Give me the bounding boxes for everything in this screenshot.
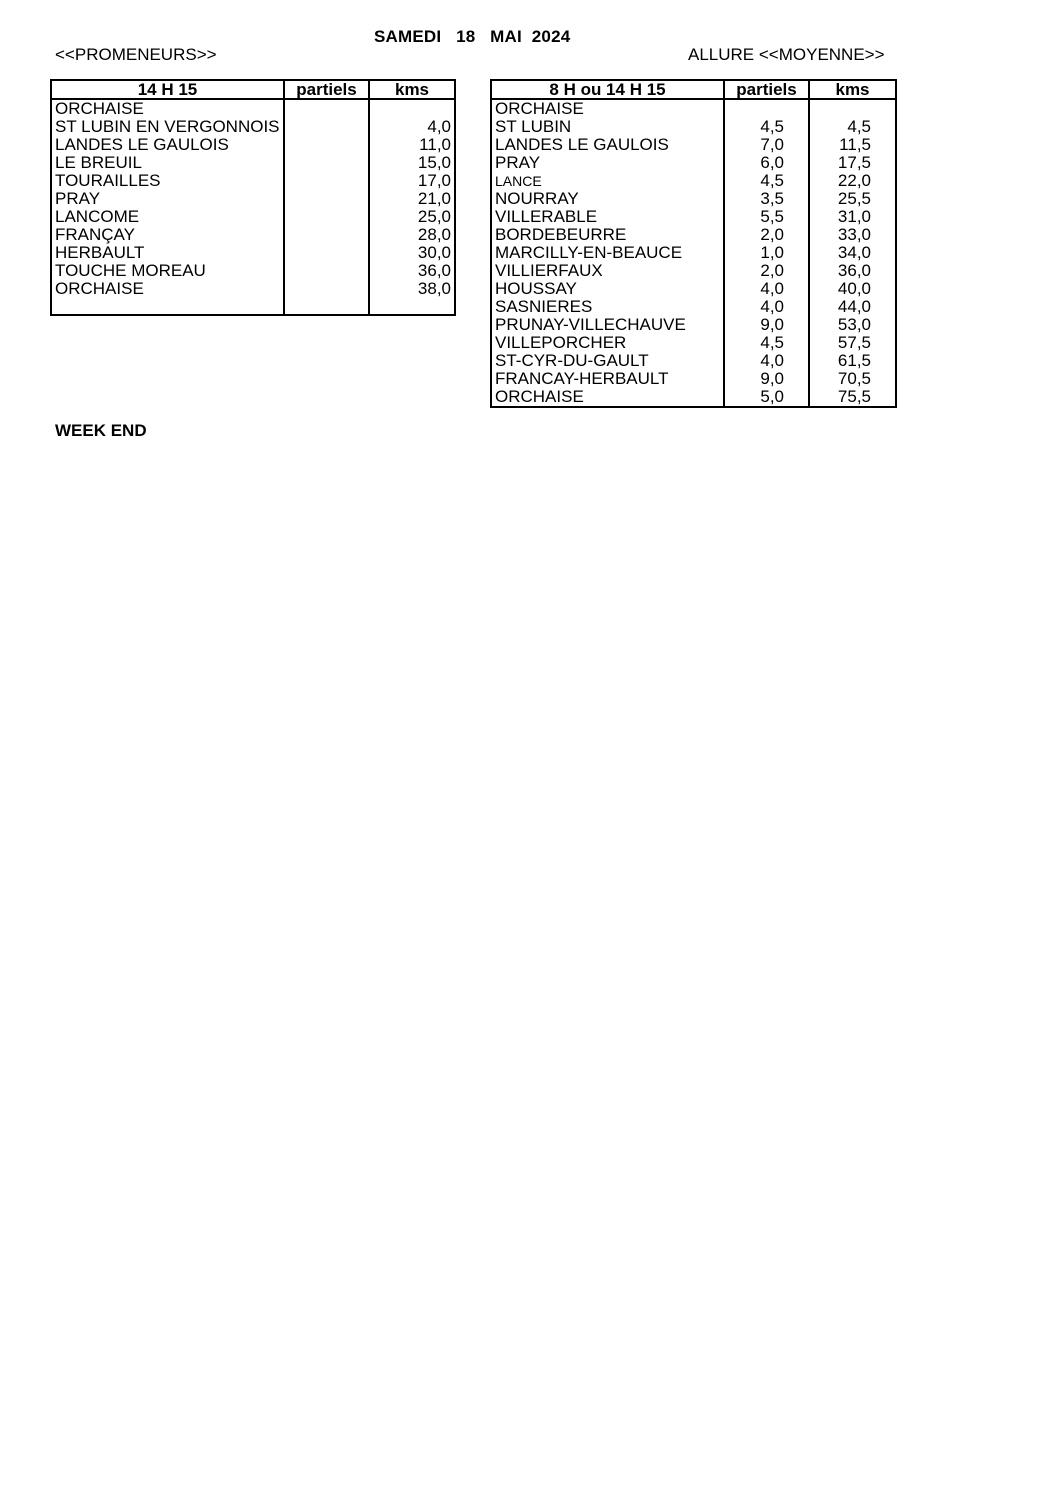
empty-cell	[284, 298, 369, 315]
place-cell: ST LUBIN EN VERGONNOIS	[55, 117, 280, 136]
kms-cell: 17,5	[809, 154, 896, 172]
kms-cell: 4,5	[809, 118, 896, 136]
page-title: SAMEDI 18 MAI 2024	[374, 27, 571, 46]
kms-cell: 36,0	[369, 262, 455, 280]
kms-cell: 44,0	[809, 298, 896, 316]
kms-cell: 40,0	[809, 280, 896, 298]
week-end-label: WEEK END	[55, 421, 147, 440]
table-row	[491, 99, 896, 118]
table-row	[491, 262, 896, 280]
header-kms: kms	[369, 80, 455, 99]
place-cell: HERBAULT	[55, 243, 145, 262]
place-cell: LANCE	[495, 173, 542, 189]
kms-cell: 36,0	[809, 262, 896, 280]
place-cell: LANDES LE GAULOIS	[495, 135, 669, 154]
kms-cell: 31,0	[809, 208, 896, 226]
table-row	[51, 99, 455, 118]
table-row	[51, 280, 455, 298]
kms-cell	[369, 99, 455, 118]
table-header-row	[51, 80, 455, 99]
partiel-cell	[284, 262, 369, 280]
kms-cell: 53,0	[809, 316, 896, 334]
kms-cell: 61,5	[809, 352, 896, 370]
partiel-cell: 1,0	[724, 244, 809, 262]
kms-cell: 75,5	[809, 388, 896, 407]
partiel-cell: 5,5	[724, 208, 809, 226]
table-row	[491, 190, 896, 208]
kms-cell: 70,5	[809, 370, 896, 388]
place-cell: MARCILLY-EN-BEAUCE	[495, 243, 683, 262]
table-row	[491, 172, 896, 190]
table-row	[51, 154, 455, 172]
partiel-cell: 4,0	[724, 280, 809, 298]
table-row	[491, 136, 896, 154]
table-row	[51, 244, 455, 262]
kms-cell: 25,0	[369, 208, 455, 226]
table-row	[51, 190, 455, 208]
table-row	[491, 208, 896, 226]
place-cell: TOURAILLES	[55, 171, 161, 190]
place-cell: FRANÇAY	[55, 225, 135, 244]
partiel-cell	[284, 226, 369, 244]
partiel-cell	[284, 118, 369, 136]
partiel-cell: 9,0	[724, 370, 809, 388]
partiel-cell	[284, 208, 369, 226]
table-row	[51, 208, 455, 226]
kms-cell: 33,0	[809, 226, 896, 244]
table-header-row	[491, 80, 896, 99]
partiel-cell	[284, 172, 369, 190]
kms-cell: 57,5	[809, 334, 896, 352]
table-row	[51, 226, 455, 244]
kms-cell: 17,0	[369, 172, 455, 190]
table-row	[51, 172, 455, 190]
header-departure-time: 8 H ou 14 H 15	[491, 80, 724, 99]
partiel-cell: 4,0	[724, 298, 809, 316]
table-row	[491, 388, 896, 407]
partiel-cell: 9,0	[724, 316, 809, 334]
partiel-cell: 6,0	[724, 154, 809, 172]
kms-cell: 15,0	[369, 154, 455, 172]
place-cell: VILLEPORCHER	[495, 333, 627, 352]
table-row	[491, 370, 896, 388]
kms-cell: 34,0	[809, 244, 896, 262]
partiel-cell: 4,5	[724, 334, 809, 352]
empty-cell	[51, 298, 284, 315]
place-cell: LANCOME	[55, 207, 140, 226]
header-kms: kms	[809, 80, 896, 99]
partiel-cell	[284, 190, 369, 208]
place-cell: HOUSSAY	[495, 279, 577, 298]
promeneurs-route-table	[50, 79, 456, 316]
kms-cell: 25,5	[809, 190, 896, 208]
place-cell: SASNIERES	[495, 297, 593, 316]
table-row	[51, 262, 455, 280]
place-cell: ORCHAISE	[495, 387, 584, 406]
table-row	[491, 118, 896, 136]
partiel-cell: 5,0	[724, 388, 809, 407]
place-cell: VILLERABLE	[495, 207, 598, 226]
place-cell: ORCHAISE	[55, 99, 144, 118]
place-cell: LANDES LE GAULOIS	[55, 135, 229, 154]
place-cell: VILLIERFAUX	[495, 261, 603, 280]
table-filler-row	[51, 298, 455, 315]
kms-cell	[809, 99, 896, 118]
kms-cell: 28,0	[369, 226, 455, 244]
empty-cell	[369, 298, 455, 315]
place-cell: PRUNAY-VILLECHAUVE	[495, 315, 686, 334]
kms-cell: 30,0	[369, 244, 455, 262]
group-label-allure-moyenne: ALLURE <<MOYENNE>>	[688, 45, 885, 64]
table-row	[491, 352, 896, 370]
partiel-cell	[284, 99, 369, 118]
table-row	[491, 226, 896, 244]
place-cell: TOUCHE MOREAU	[55, 261, 206, 280]
place-cell: ST-CYR-DU-GAULT	[495, 351, 649, 370]
place-cell: PRAY	[495, 153, 541, 172]
table-row	[491, 154, 896, 172]
header-departure-time: 14 H 15	[51, 80, 284, 99]
kms-cell: 4,0	[369, 118, 455, 136]
partiel-cell	[284, 154, 369, 172]
place-cell: ORCHAISE	[55, 279, 144, 298]
table-row	[51, 136, 455, 154]
place-cell: NOURRAY	[495, 189, 579, 208]
place-cell: LE BREUIL	[55, 153, 142, 172]
partiel-cell: 4,5	[724, 118, 809, 136]
place-cell: FRANCAY-HERBAULT	[495, 369, 669, 388]
partiel-cell: 4,5	[724, 172, 809, 190]
table-row	[491, 298, 896, 316]
table-row	[51, 118, 455, 136]
partiel-cell: 7,0	[724, 136, 809, 154]
partiel-cell: 2,0	[724, 262, 809, 280]
table-row	[491, 334, 896, 352]
place-cell: ST LUBIN	[495, 117, 572, 136]
partiel-cell: 3,5	[724, 190, 809, 208]
table-row	[491, 280, 896, 298]
kms-cell: 21,0	[369, 190, 455, 208]
kms-cell: 38,0	[369, 280, 455, 298]
partiel-cell: 4,0	[724, 352, 809, 370]
place-cell: BORDEBEURRE	[495, 225, 627, 244]
place-cell: ORCHAISE	[495, 99, 584, 118]
allure-moyenne-route-table	[490, 79, 897, 408]
partiel-cell	[284, 136, 369, 154]
partiel-cell: 2,0	[724, 226, 809, 244]
group-label-promeneurs: <<PROMENEURS>>	[55, 45, 217, 64]
header-partiels: partiels	[284, 80, 369, 99]
kms-cell: 11,5	[809, 136, 896, 154]
table-row	[491, 316, 896, 334]
kms-cell: 22,0	[809, 172, 896, 190]
kms-cell: 11,0	[369, 136, 455, 154]
header-partiels: partiels	[724, 80, 809, 99]
table-row	[491, 244, 896, 262]
place-cell: PRAY	[55, 189, 101, 208]
partiel-cell	[284, 244, 369, 262]
partiel-cell	[724, 99, 809, 118]
partiel-cell	[284, 280, 369, 298]
